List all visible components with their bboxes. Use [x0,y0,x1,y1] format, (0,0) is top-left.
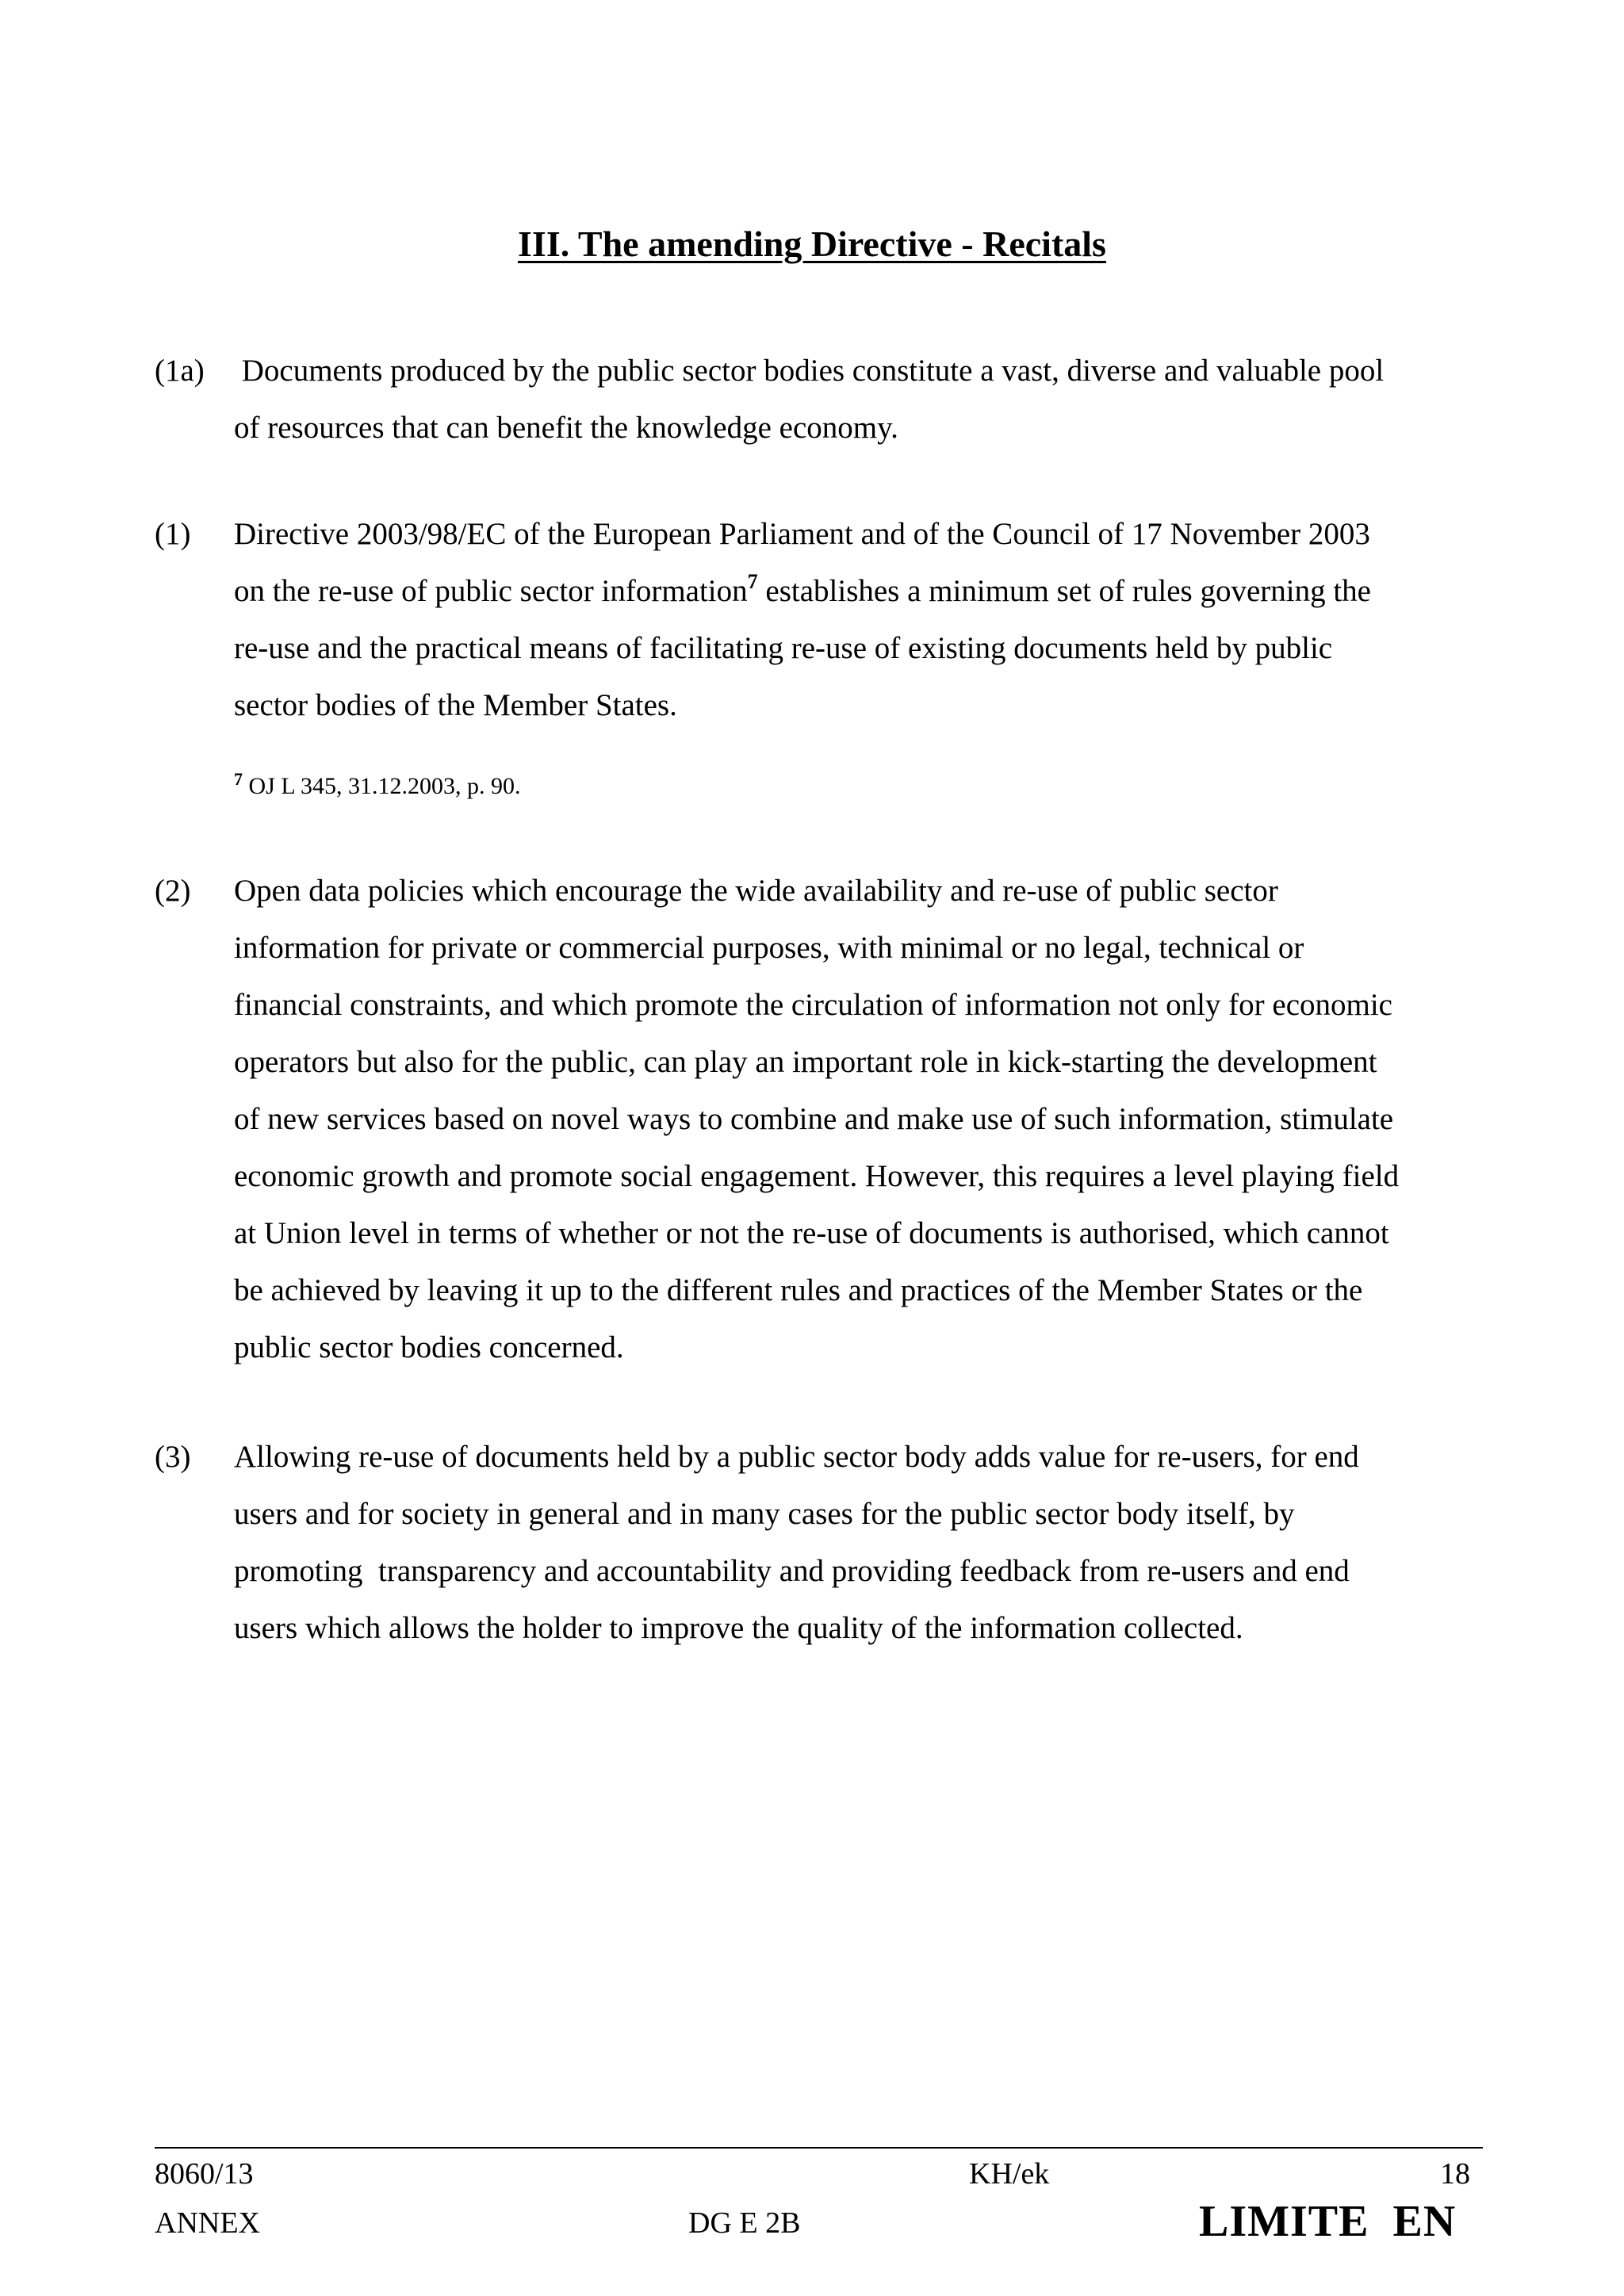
recital-line: Allowing re-use of documents held by a public sector body adds value for re-users, for end [234,1440,1359,1474]
footer-doc-number: 8060/13 [155,2157,254,2191]
recital-line-with-footnote [234,563,1487,620]
recital-line: Documents produced by the public sector bodies constitute a vast, diverse and valuable pool [234,354,1385,388]
recital-1a [155,342,1487,457]
footer-classification [1199,2198,1456,2245]
recital-line: users which allows the holder to improve the quality of the information collected. [234,1611,1243,1645]
recital-line: public sector bodies concerned. [234,1330,624,1364]
footnote-text: OJ L 345, 31.12.2003, p. 90. [243,773,521,799]
recital-line-part: establishes a minimum set of rules governing the [765,574,1371,608]
footnote-reference: 7 [747,570,758,593]
recital-1 [155,506,1487,734]
footer-divider [155,2147,1483,2149]
recital-3 [155,1429,1487,1657]
recital-number: (1) [155,517,191,551]
footer-initials: KH/ek [969,2157,1050,2191]
recital-line: sector bodies of the Member States. [234,688,677,722]
recital-number: (1a) [155,354,205,388]
footer-annex: ANNEX [155,2206,260,2240]
recital-text [234,506,1487,734]
recital-line: at Union level in terms of whether or not the re-use of documents is authorised, which cannot [234,1216,1389,1250]
recital-text [234,1429,1487,1657]
recital-text [234,863,1487,1376]
recital-line: of new services based on novel ways to combine and make use of such information, stimulate [234,1102,1394,1136]
footer-language: EN [1392,2197,1457,2246]
recital-line: financial constraints, and which promote the circulation of information not only for economic [234,988,1392,1022]
footer-dg: DG E 2B [688,2206,801,2240]
recital-line: Directive 2003/98/EC of the European Parliament and of the Council of 17 November 2003 [234,517,1370,551]
footer-limite: LIMITE [1199,2197,1369,2246]
recital-line: users and for society in general and in many cases for the public sector body itself, by [234,1497,1295,1531]
recital-line: operators but also for the public, can play an important role in kick-starting the development [234,1045,1377,1079]
recital-line: Open data policies which encourage the wide availability and re-use of public sector [234,874,1278,908]
section-title: III. The amending Directive - Recitals [518,224,1106,264]
recital-line: be achieved by leaving it up to the different rules and practices of the Member States or the [234,1273,1363,1307]
recital-line: information for private or commercial purposes, with minimal or no legal, technical or [234,931,1304,965]
recital-number: (3) [155,1440,191,1474]
footnote [234,771,521,802]
recital-2 [155,863,1487,1376]
recital-line-part: on the re-use of public sector information [234,574,748,608]
recital-line: of resources that can benefit the knowledge economy. [234,411,898,445]
recital-text [234,342,1487,457]
recital-line: economic growth and promote social engagement. However, this requires a level playing field [234,1159,1400,1193]
footer-page-number: 18 [1440,2157,1470,2191]
recital-number: (2) [155,874,191,908]
recital-line: promoting transparency and accountability and providing feedback from re-users and end [234,1554,1350,1588]
footnote-mark: 7 [234,769,243,789]
recital-line: re-use and the practical means of facilitating re-use of existing documents held by public [234,631,1333,665]
